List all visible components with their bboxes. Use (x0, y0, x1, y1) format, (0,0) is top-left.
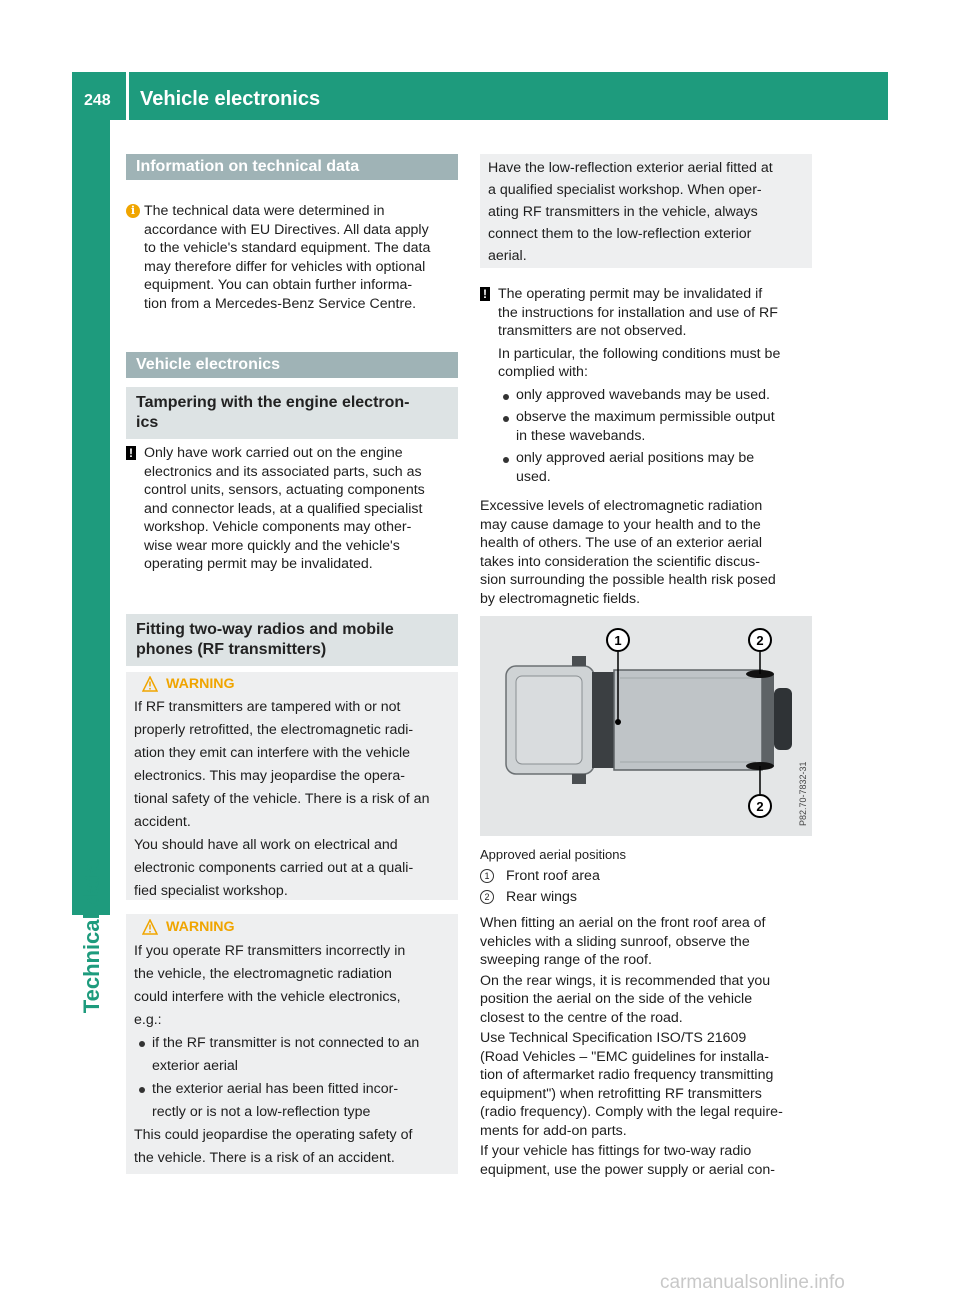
warning-triangle-icon (142, 676, 158, 692)
operating-permit-notice: The operating permit may be invalidated if the instructions for installation and use of RF transmitters are not observed. In particular, the following conditions must be complied with: only approved wavebands may be used. observe the maximum permissible output in these wavebands. only approved aerial positions may be used. (480, 285, 812, 486)
legend-number: 1 (480, 869, 494, 883)
legend-item: 1 Front roof area (480, 866, 812, 887)
warning-box-1: WARNING If RF transmitters are tampered with or not properly retrofitted, the electromagnetic radi- ation they emit can interfere with the vehicle electronics. This may jeopardise the opera- tional safety of the vehicle. There is a risk of an accident. You should have all work on electrical and electronic components carried out at a quali- fied specialist workshop. (126, 672, 458, 900)
installation-text: When fitting an aerial on the front roof area of vehicles with a sliding sunroof, observe the sweeping range of the roof. On the rear wings, it is recommended that you position the aerial on the side of the vehicle closest to the centre of the road. Use Technical Specification ISO/TS 21609 (Road Vehicles – "EMC guidelines for installa- tion of aftermarket radio frequency transmitting equipment") when retrofitting RF transmitters (radio frequency). Comply with the legal require- ments for add-on parts. If your vehicle has fittings for two-way radio equipment, use the power supply or aerial con- (480, 915, 783, 1178)
header-title: Vehicle electronics (140, 88, 321, 110)
callout-1: 1 (614, 633, 622, 648)
info-text: The technical data were determined in accordance with EU Directives. All data apply to the vehicle's standard equipment. The data may therefore differ for vehicles with optional equipment. You can obtain further informa- tion from a Mercedes-Benz Service Centre. (144, 203, 431, 312)
header-divider (126, 72, 129, 120)
figure-caption: Approved aerial positions (480, 847, 626, 862)
watermark: carmanualsonline.info (660, 1272, 845, 1293)
callout-2-top: 2 (756, 633, 764, 648)
list-item: the exterior aerial has been fitted incor- rectly or is not a low-reflection type (134, 1078, 450, 1124)
vehicle-top-view-illustration (480, 616, 812, 836)
exclamation-icon: ! (126, 446, 136, 460)
side-tab-label: Technical data (79, 862, 104, 1014)
list-item: only approved aerial positions may be used. (498, 449, 812, 486)
list-item: only approved wavebands may be used. (498, 386, 812, 405)
fitting-radios-heading: Fitting two-way radios and mobile phones (RF transmitters) (126, 614, 458, 666)
page-number: 248 (84, 92, 111, 109)
tampering-text: Only have work carried out on the engine electronics and its associated parts, such as control units, sensors, actuating components and connector leads, at a qualified specialist workshop. Vehicle components may other- wise wear more quickly and the vehicle's operating permit may be invalidated. (144, 445, 425, 572)
page-header (72, 72, 888, 120)
figure-legend (480, 866, 812, 908)
legend-number: 2 (480, 890, 494, 904)
figure-code: P82.70-7832-31 (798, 761, 808, 826)
info-icon: i (126, 204, 140, 218)
side-tab (72, 120, 110, 915)
tampering-heading: Tampering with the engine electron- ics (126, 387, 458, 439)
callout-2-bottom: 2 (756, 799, 764, 814)
legend-item: 2 Rear wings (480, 887, 812, 908)
warning-triangle-icon (142, 919, 158, 935)
list-item: if the RF transmitter is not connected to an exterior aerial (134, 1032, 450, 1078)
warning-title-1: WARNING (134, 672, 450, 696)
warning-box-2: WARNING If you operate RF transmitters incorrectly in the vehicle, the electromagnetic radiation could interfere with the vehicle electronics, e.g.: if the RF transmitter is not connected to an exterior aerial the exterior aerial has been fitted incor- rectly or is not a low-reflection type This could jeopardise the operating safety of the vehicle. There is a risk of an accident. (126, 914, 458, 1174)
aerial-positions-figure (480, 616, 812, 836)
vehicle-electronics-heading: Vehicle electronics (126, 352, 458, 378)
warning-title-2: WARNING (134, 914, 450, 940)
exclamation-icon: ! (480, 287, 490, 301)
radiation-text: Excessive levels of electromagnetic radiation may cause damage to your health and to the health of others. The use of an exterior aerial takes into consideration the scientific discus- sion surrounding the possible health risk posed by electromagnetic fields. (480, 498, 776, 607)
list-item: observe the maximum permissible output in these wavebands. (498, 408, 812, 445)
info-heading: Information on technical data (126, 154, 458, 180)
aerial-note-box: Have the low-reflection exterior aerial fitted at a qualified specialist workshop. When oper- ating RF transmitters in the vehicle, always connect them to the low-reflection exterior aerial. (480, 154, 812, 268)
